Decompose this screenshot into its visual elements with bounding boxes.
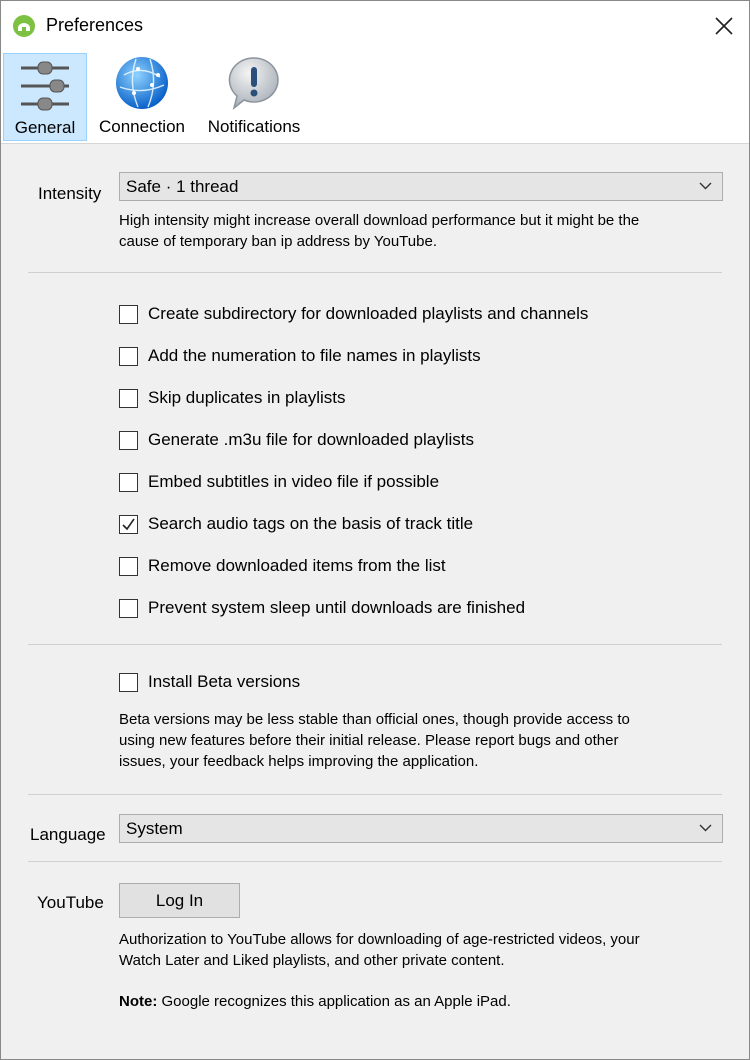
intensity-help-line: High intensity might increase overall download performance but it might be the <box>119 212 640 229</box>
chevron-down-icon <box>699 824 712 832</box>
intensity-help <box>119 210 639 252</box>
tab-notifications-label: Notifications <box>207 117 301 136</box>
youtube-help <box>119 929 640 971</box>
checkbox[interactable] <box>119 557 138 576</box>
tab-general[interactable] <box>3 53 87 141</box>
divider <box>28 794 722 795</box>
close-icon <box>715 17 733 35</box>
option-search-audio-tags[interactable] <box>119 514 473 534</box>
checkbox[interactable] <box>119 599 138 618</box>
note-text: Google recognizes this application as an Apple iPad. <box>157 993 511 1010</box>
exclamation-bubble-icon <box>226 55 282 111</box>
option-create-subdirectory[interactable] <box>119 304 588 324</box>
checkbox[interactable] <box>119 431 138 450</box>
option-skip-duplicates[interactable] <box>119 388 345 408</box>
option-generate-m3u[interactable] <box>119 430 474 450</box>
intensity-dropdown[interactable] <box>119 172 723 201</box>
option-install-beta[interactable] <box>119 672 300 692</box>
option-label: Add the numeration to file names in playlists <box>148 346 481 365</box>
option-label: Embed subtitles in video file if possible <box>148 472 440 491</box>
option-label: Prevent system sleep until downloads are finished <box>148 598 526 617</box>
checkmark-icon <box>120 516 137 533</box>
app-logo-icon <box>12 14 36 38</box>
intensity-help-line: cause of temporary ban ip address by YouTube. <box>119 233 437 250</box>
option-label: Create subdirectory for downloaded playlists and channels <box>148 304 589 323</box>
beta-help-line: Beta versions may be less stable than official ones, though provide access to <box>119 711 630 728</box>
window-title: Preferences <box>46 15 144 35</box>
option-label: Install Beta versions <box>148 672 301 691</box>
language-dropdown[interactable] <box>119 814 723 843</box>
note-label: Note: <box>119 993 158 1010</box>
chevron-down-icon <box>699 182 712 190</box>
intensity-label: Intensity <box>38 184 102 203</box>
title-bar <box>1 1 749 51</box>
option-add-numeration[interactable] <box>119 346 481 366</box>
youtube-note <box>119 991 511 1012</box>
divider <box>28 272 722 273</box>
option-label: Search audio tags on the basis of track title <box>148 514 474 533</box>
beta-help <box>119 709 630 772</box>
option-prevent-sleep[interactable] <box>119 598 525 618</box>
divider <box>28 644 722 645</box>
option-label: Skip duplicates in playlists <box>148 388 346 407</box>
checkbox[interactable] <box>119 473 138 492</box>
checkbox[interactable] <box>119 347 138 366</box>
tab-connection[interactable] <box>95 53 189 139</box>
language-value: System <box>126 819 183 838</box>
tab-toolbar <box>1 51 749 144</box>
option-label: Remove downloaded items from the list <box>148 556 446 575</box>
option-remove-downloaded[interactable] <box>119 556 446 576</box>
close-button[interactable] <box>699 1 749 51</box>
beta-help-line: using new features before their initial release. Please report bugs and other <box>119 732 619 749</box>
intensity-value: Safe · 1 thread <box>126 177 239 196</box>
beta-help-line: issues, your feedback helps improving the application. <box>119 753 479 770</box>
tab-connection-label: Connection <box>98 117 185 136</box>
login-button[interactable]: Log In <box>119 883 240 918</box>
youtube-label: YouTube <box>37 893 104 912</box>
tab-notifications[interactable] <box>203 53 305 139</box>
youtube-help-line: Watch Later and Liked playlists, and other private content. <box>119 952 505 969</box>
option-label: Generate .m3u file for downloaded playlists <box>148 430 475 449</box>
language-label: Language <box>30 825 106 844</box>
checkbox[interactable] <box>119 305 138 324</box>
tab-general-label: General <box>14 118 76 137</box>
option-embed-subtitles[interactable] <box>119 472 439 492</box>
checkbox[interactable] <box>119 673 138 692</box>
sliders-icon <box>15 56 75 112</box>
checkbox-checked[interactable] <box>119 515 138 534</box>
youtube-help-line: Authorization to YouTube allows for downloading of age-restricted videos, your <box>119 931 640 948</box>
checkbox[interactable] <box>119 389 138 408</box>
divider <box>28 861 722 862</box>
globe-icon <box>114 55 170 111</box>
